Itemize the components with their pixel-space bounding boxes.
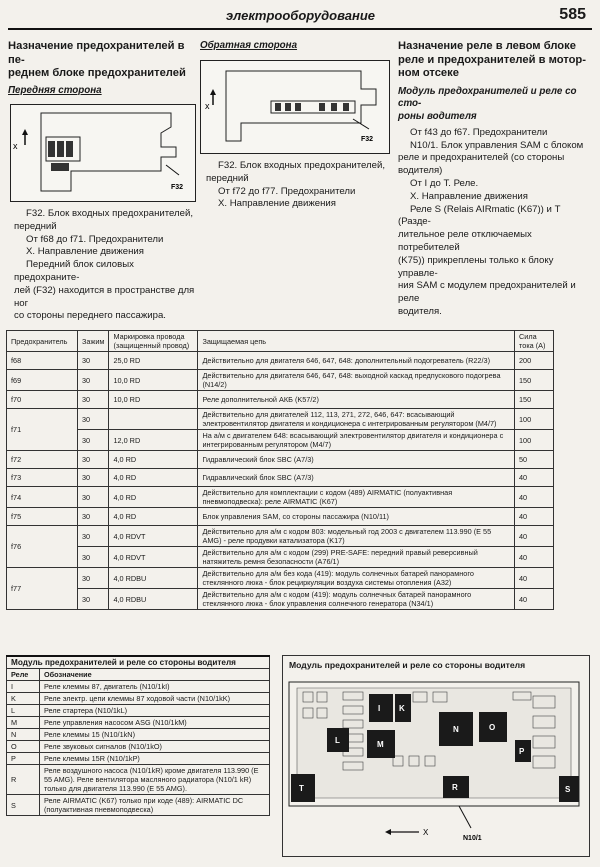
relay-label-N: N	[453, 725, 459, 734]
cell-amp: 200	[515, 352, 554, 370]
cell-wire: 12,0 RD	[109, 430, 198, 451]
cell-clamp: 30	[78, 430, 109, 451]
cell-clamp: 30	[78, 589, 109, 610]
front-axis-label: x	[13, 141, 18, 151]
relay-cell-desc: Реле стартера (N10/1kL)	[40, 705, 270, 717]
table-row	[7, 430, 554, 451]
cell-clamp: 30	[78, 409, 109, 430]
relay-cell-code: S	[7, 795, 40, 816]
cell-clamp: 30	[78, 352, 109, 370]
relay-cell-desc: Реле воздушного насоса (N10/1kR) кроме двигателя 113.990 (E 55 AMG). Реле вентилятора масляного радиатора (N10/1 kR) только для двигателя 113.990 (E 55 AMG).	[40, 765, 270, 795]
relay-row	[7, 681, 270, 693]
cell-clamp: 30	[78, 508, 109, 526]
col-clamp: Зажим	[78, 331, 109, 352]
left-caption-2: передний	[14, 220, 57, 232]
left-column	[8, 40, 194, 97]
relay-table	[6, 655, 270, 816]
back-fuse-diagram	[200, 60, 390, 154]
back-fuse-drawing	[201, 61, 389, 153]
table-row	[7, 469, 554, 487]
col-amp: Сила тока (A)	[515, 331, 554, 352]
cell-circuit: Блок управления SAM, со стороны пассажира (N10/11)	[198, 508, 515, 526]
module-diagram	[282, 655, 590, 857]
relay-cell-code: R	[7, 765, 40, 795]
relay-row	[7, 753, 270, 765]
relay-cell-desc: Реле клеммы 15R (N10/1kP)	[40, 753, 270, 765]
cell-circuit: На а/м с двигателем 648: всасывающий электровентилятор двигателя и кондиционера с интегрированным регулятором (M4/7)	[198, 430, 515, 451]
left-para-1: Передний блок силовых предохраните-	[14, 259, 134, 283]
module-part-label: N10/1	[463, 835, 482, 842]
relay-row	[7, 795, 270, 816]
cell-wire: 4,0 RD	[109, 451, 198, 469]
relay-cell-desc: Реле электр. цепи клеммы 87 ходовой части (N10/1kK)	[40, 693, 270, 705]
cell-wire	[109, 409, 198, 430]
middle-item-2: X. Направление движения	[218, 198, 336, 210]
col-fuse: Предохранитель	[7, 331, 78, 352]
cell-circuit: Действительно для двигателя 646, 647, 648: дополнительный подогреватель (R22/3)	[198, 352, 515, 370]
relay-I	[369, 694, 393, 722]
cell-circuit: Гидравлический блок SBC (A7/3)	[198, 469, 515, 487]
relay-label-L: L	[335, 736, 340, 745]
cell-fuse: f69	[7, 370, 78, 391]
table-row	[7, 589, 554, 610]
relay-cell-desc: Реле AIRMATIC (K67) только при коде (489): AIRMATIC DC (полуактивная пневмоподвеска)	[40, 795, 270, 816]
cell-amp: 40	[515, 508, 554, 526]
cell-circuit: Действительно для а/м без кода (419): модуль солнечных батарей панорамного стеклянного люка - блок рециркуляции воздуха системы отопления (A32)	[198, 568, 515, 589]
cell-wire: 4,0 RD	[109, 469, 198, 487]
relay-col-desc: Обозначение	[40, 669, 270, 681]
front-diagram-label: F32	[171, 184, 184, 191]
front-fuse-diagram	[10, 104, 196, 202]
cell-wire: 10,0 RD	[109, 391, 198, 409]
cell-clamp: 30	[78, 370, 109, 391]
left-item-1: От f68 до f71. Предохранители	[26, 233, 164, 245]
cell-amp: 40	[515, 589, 554, 610]
relay-cell-code: P	[7, 753, 40, 765]
table-row	[7, 508, 554, 526]
cell-fuse: f76	[7, 526, 78, 568]
cell-fuse: f68	[7, 352, 78, 370]
table-row	[7, 526, 554, 547]
cell-wire: 4,0 RD	[109, 508, 198, 526]
left-para-2: лей (F32) находится в пространстве для ног	[14, 284, 195, 309]
cell-fuse: f71	[7, 409, 78, 451]
cell-amp: 40	[515, 469, 554, 487]
relay-cell-desc: Реле клеммы 87, двигатель (N10/1kI)	[40, 681, 270, 693]
back-diagram-label: F32	[361, 136, 374, 143]
relay-cell-code: L	[7, 705, 40, 717]
cell-clamp: 30	[78, 469, 109, 487]
middle-item-1: От f72 до f77. Предохранители	[218, 185, 356, 197]
table-row	[7, 547, 554, 568]
cell-fuse: f72	[7, 451, 78, 469]
relay-cell-desc: Реле звуковых сигналов (N10/1kO)	[40, 741, 270, 753]
cell-fuse: f75	[7, 508, 78, 526]
cell-circuit: Действительно для двигателей 112, 113, 271, 272, 646, 647: всасывающий электровентилятор двигателя и кондиционера с интегрированным регулятором (M4/7)	[198, 409, 515, 430]
left-heading: Назначение предохранителей в пе- реднем блоке предохранителей	[8, 40, 186, 79]
relay-cell-desc: Реле клеммы 15 (N10/1kN)	[40, 729, 270, 741]
cell-amp: 150	[515, 391, 554, 409]
relay-label-M: M	[377, 740, 384, 749]
relay-label-P: P	[519, 747, 525, 756]
fuse-table	[6, 330, 554, 610]
back-axis-label: x	[205, 101, 210, 111]
cell-circuit: Действительно для комплектации с кодом (489) AIRMATIC (полуактивная пневмоподвеска): реле AIRMATIC (K67)	[198, 487, 515, 508]
cell-clamp: 30	[78, 487, 109, 508]
module-axis-label: X	[423, 828, 429, 837]
cell-circuit: Действительно для а/м с кодом 803: модельный год 2003 с двигателем 113.990 (E 55 AMG) - реле продувки катализатора (K17)	[198, 526, 515, 547]
left-para-3: со стороны переднего пассажира.	[14, 310, 166, 322]
page-header	[8, 6, 592, 30]
cell-amp: 40	[515, 487, 554, 508]
relay-label-R: R	[452, 783, 458, 792]
cell-circuit: Гидравлический блок SBC (A7/3)	[198, 451, 515, 469]
section-title: электрооборудование	[226, 8, 376, 23]
relay-label-T: T	[299, 784, 304, 793]
cell-clamp: 30	[78, 451, 109, 469]
left-caption-1: F32. Блок входных предохранителей,	[26, 208, 193, 219]
cell-fuse: f70	[7, 391, 78, 409]
middle-subheading: Обратная сторона	[200, 40, 298, 51]
relay-cell-code: N	[7, 729, 40, 741]
relay-row	[7, 717, 270, 729]
page-number: 585	[559, 6, 586, 23]
right-subheading: Модуль предохранителей и реле со сто- роны водителя	[398, 85, 577, 123]
cell-circuit: Действительно для а/м с кодом (299) PRE-SAFE: передний правый реверсивный натяжитель ремня безопасности (A76/1)	[198, 547, 515, 568]
cell-amp: 40	[515, 547, 554, 568]
col-circuit: Защищаемая цепь	[198, 331, 515, 352]
cell-circuit: Действительно для двигателя 646, 647, 648: выходной каскад предпускового подогрева (N14/2)	[198, 370, 515, 391]
cell-fuse: f74	[7, 487, 78, 508]
relay-row	[7, 741, 270, 753]
front-fuse-drawing	[11, 105, 195, 201]
cell-circuit: Действительно для а/м с кодом (419): модуль солнечных батарей панорамного стеклянного люка - блок управления солнечного генератора (N34/1)	[198, 589, 515, 610]
relay-table-title: Модуль предохранителей и реле со стороны водителя	[7, 656, 270, 669]
relay-table-body	[7, 681, 270, 816]
cell-wire: 4,0 RDVT	[109, 547, 198, 568]
cell-amp: 50	[515, 451, 554, 469]
relay-col-code: Реле	[7, 669, 40, 681]
relay-cell-code: O	[7, 741, 40, 753]
right-heading: Назначение реле в левом блоке реле и предохранителей в мотор- ном отсеке	[398, 40, 586, 79]
cell-wire: 10,0 RD	[109, 370, 198, 391]
table-row	[7, 409, 554, 430]
relay-cell-desc: Реле управления насосом ASG (N10/1kM)	[40, 717, 270, 729]
cell-wire: 4,0 RDVT	[109, 526, 198, 547]
relay-label-I: I	[378, 704, 381, 713]
table-row	[7, 352, 554, 370]
relay-cell-code: I	[7, 681, 40, 693]
cell-amp: 100	[515, 430, 554, 451]
cell-clamp: 30	[78, 568, 109, 589]
cell-amp: 150	[515, 370, 554, 391]
cell-amp: 40	[515, 568, 554, 589]
relay-cell-code: K	[7, 693, 40, 705]
cell-clamp: 30	[78, 547, 109, 568]
cell-fuse: f73	[7, 469, 78, 487]
middle-caption-2: передний	[206, 172, 249, 184]
table-row	[7, 568, 554, 589]
relay-row	[7, 729, 270, 741]
left-text	[14, 208, 200, 323]
middle-column	[200, 40, 386, 53]
fuse-table-body	[7, 352, 554, 610]
relay-row	[7, 693, 270, 705]
right-column	[398, 40, 590, 319]
relay-label-S: S	[565, 785, 571, 794]
right-lines: От f43 до f67. Предохранители N10/1. Блок управления SAM с блоком реле и предохранителей (со стороны водителя) От I до T. Реле. X. Направление движения Реле S (Relais AIRmatic (K67)) и T (Разде- лительное реле отключаемых потребителей (K75)) прикреплены только к блоку управле- ния SAM с модулем предохранителей и реле водителя.	[398, 126, 584, 318]
module-diagram-title: Модуль предохранителей и реле со стороны водителя	[289, 660, 526, 670]
cell-clamp: 30	[78, 526, 109, 547]
left-item-2: X. Направление движения	[26, 246, 144, 258]
cell-fuse: f77	[7, 568, 78, 610]
cell-amp: 40	[515, 526, 554, 547]
relay-cell-code: M	[7, 717, 40, 729]
relay-row	[7, 765, 270, 795]
fuse-table-header	[7, 331, 554, 352]
table-row	[7, 370, 554, 391]
cell-wire: 25,0 RD	[109, 352, 198, 370]
relay-row	[7, 705, 270, 717]
cell-clamp: 30	[78, 391, 109, 409]
module-drawing	[283, 656, 589, 856]
cell-circuit: Реле дополнительной АКБ (K57/2)	[198, 391, 515, 409]
col-wire: Маркировка провода (защищенный провод)	[109, 331, 198, 352]
table-row	[7, 487, 554, 508]
left-subheading: Передняя сторона	[8, 84, 102, 96]
relay-label-K: K	[399, 704, 405, 713]
relay-label-O: O	[489, 723, 496, 732]
cell-wire: 4,0 RDBU	[109, 568, 198, 589]
middle-caption-1: F32. Блок входных предохранителей,	[218, 160, 385, 171]
cell-amp: 100	[515, 409, 554, 430]
table-row	[7, 391, 554, 409]
cell-wire: 4,0 RD	[109, 487, 198, 508]
table-row	[7, 451, 554, 469]
cell-wire: 4,0 RDBU	[109, 589, 198, 610]
middle-text	[206, 160, 392, 211]
